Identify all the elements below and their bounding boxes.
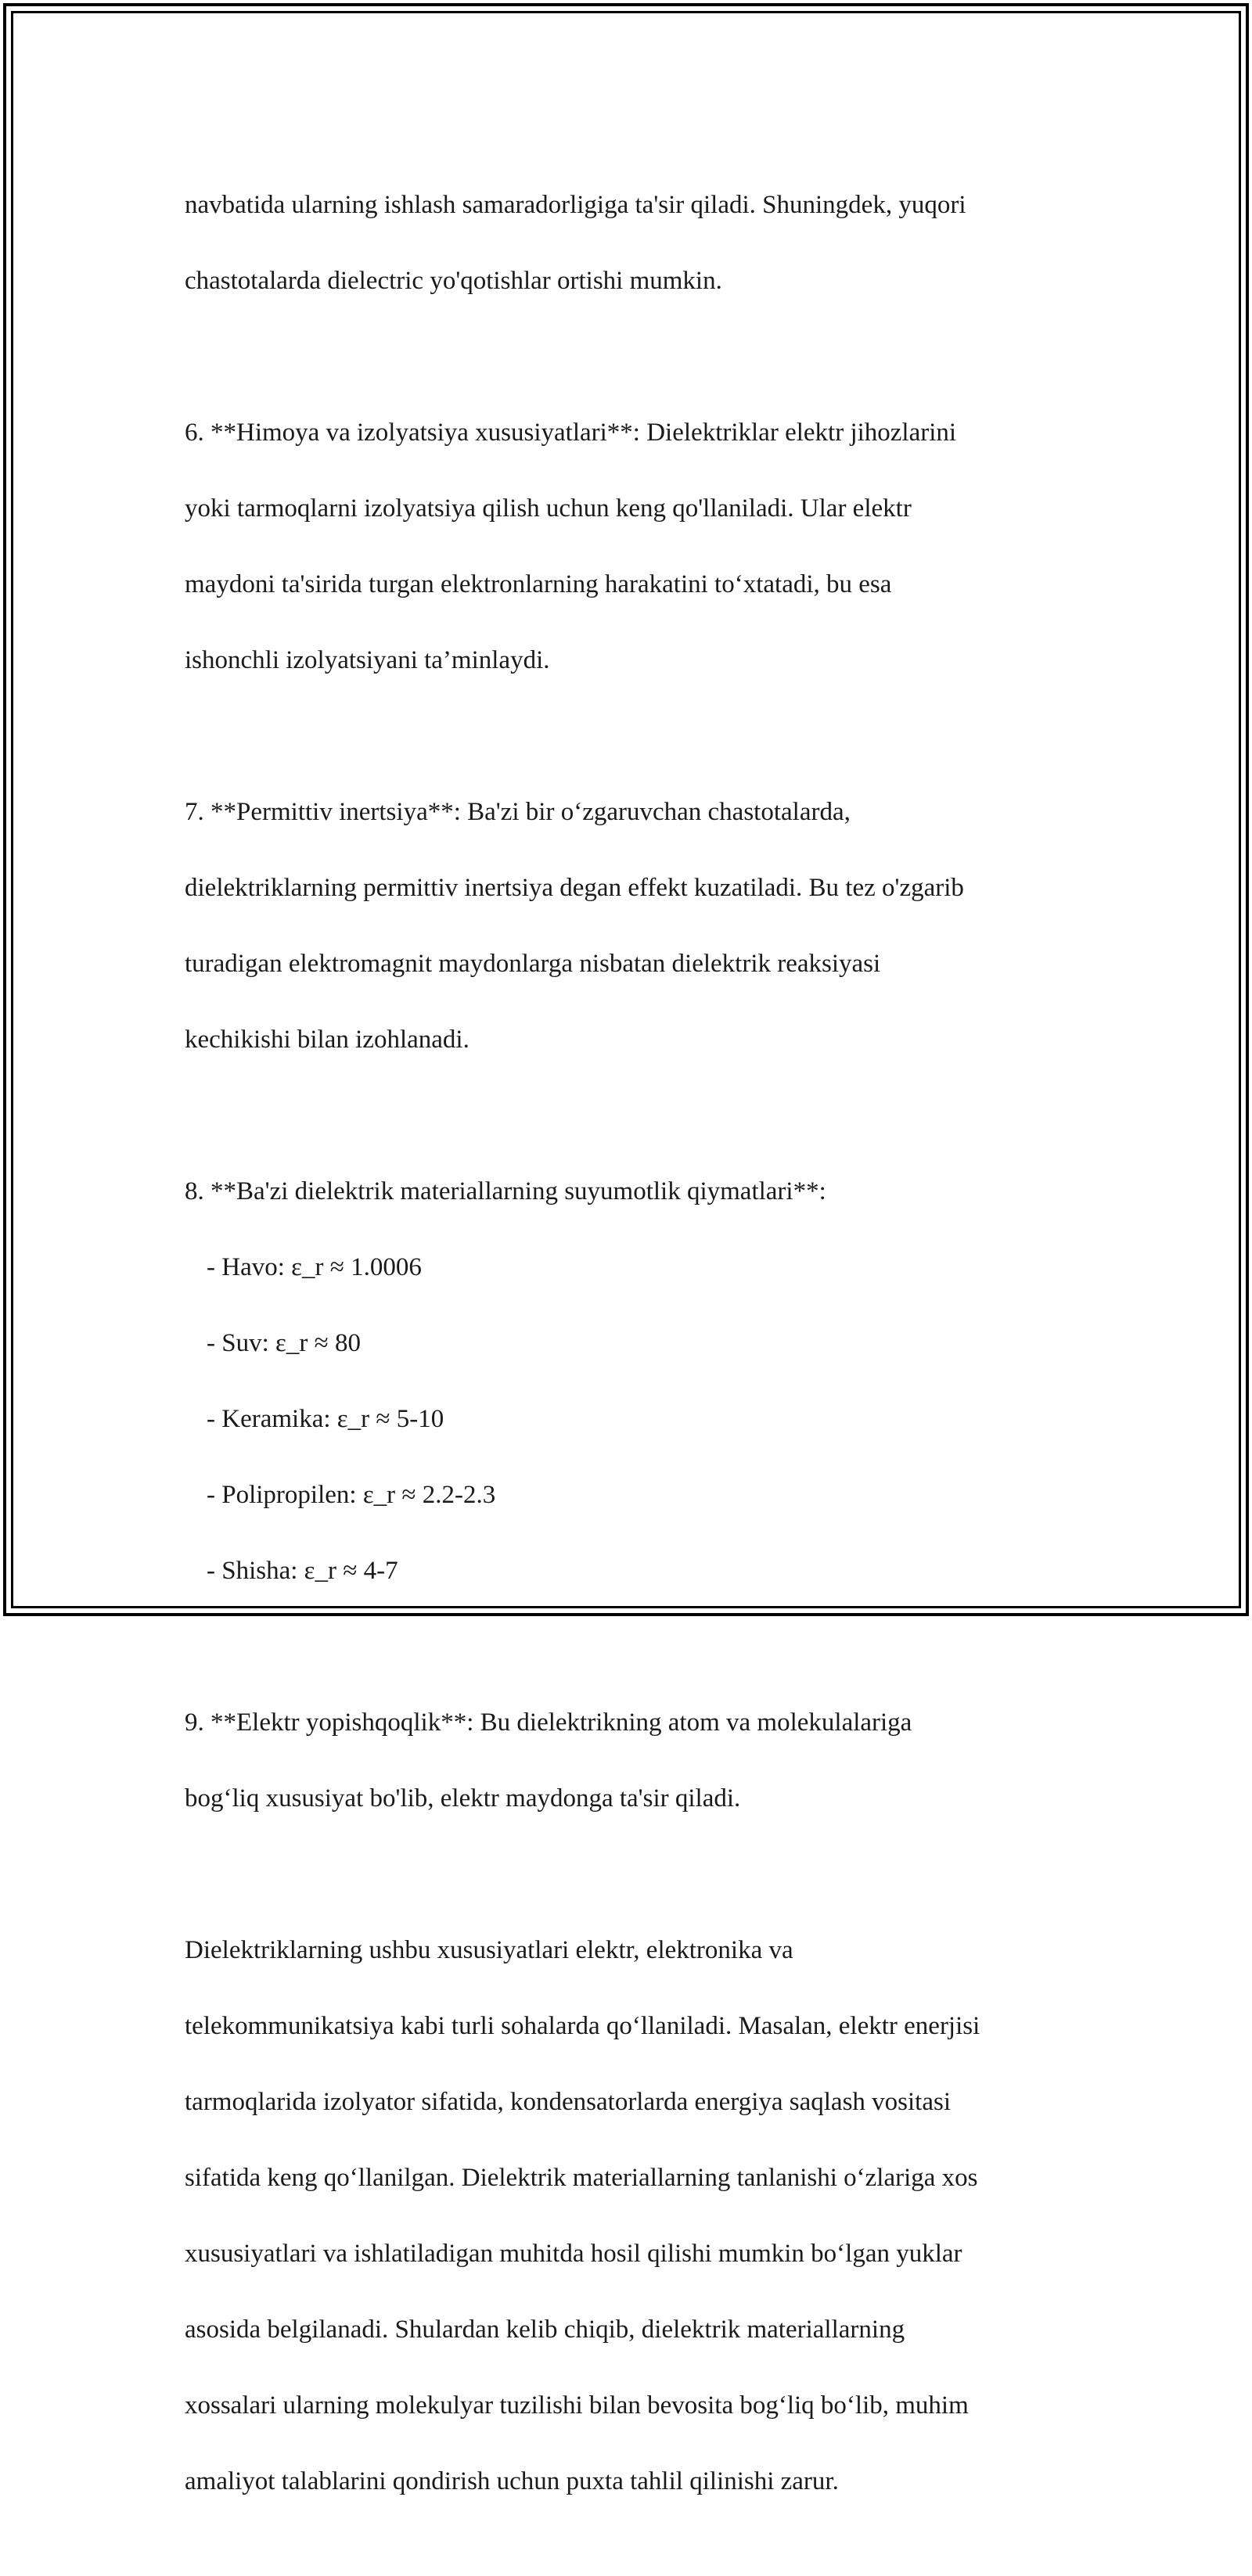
text-line: amaliyot talablarini qondirish uchun puxta tahlil qilinishi zarur. [185, 2466, 839, 2495]
text-line: sifatida keng qo‘llanilgan. Dielektrik materiallarning tanlanishi o‘zlariga xos [185, 2163, 978, 2192]
text-line: xossalari ularning molekulyar tuzilishi bilan bevosita bog‘liq bo‘lib, muhim [185, 2391, 969, 2420]
text-line: navbatida ularning ishlash samaradorligiga ta'sir qiladi. Shuningdek, yuqori [185, 190, 966, 219]
text-line: yoki tarmoqlarni izolyatsiya qilish uchun keng qo'llaniladi. Ular elektr [185, 494, 912, 523]
text-line: xususiyatlari va ishlatiladigan muhitda hosil qilishi mumkin bo‘lgan yuklar [185, 2239, 962, 2268]
list-item: - Shisha: ε_r ≈ 4-7 [207, 1556, 398, 1585]
text-line: bog‘liq xususiyat bo'lib, elektr maydonga ta'sir qiladi. [185, 1784, 741, 1813]
list-item: - Havo: ε_r ≈ 1.0006 [207, 1252, 422, 1281]
list-item: - Suv: ε_r ≈ 80 [207, 1328, 361, 1357]
text-line: ishonchli izolyatsiyani ta’minlaydi. [185, 645, 550, 674]
paragraph-conclusion [185, 1893, 1077, 2538]
paragraph-item-7 [185, 755, 1077, 1097]
document-body [185, 148, 1077, 2576]
text-line: 6. **Himoya va izolyatsiya xususiyatlari**: Dielektriklar elektr jihozlarini [185, 418, 957, 447]
text-line: asosida belgilanadi. Shulardan kelib chiqib, dielektrik materiallarning [185, 2315, 905, 2344]
paragraph-item-9 [185, 1665, 1077, 1856]
list-item: - Keramika: ε_r ≈ 5-10 [207, 1404, 444, 1433]
text-line: chastotalarda dielectric yo'qotishlar ortishi mumkin. [185, 266, 722, 295]
list-heading: 8. **Ba'zi dielektrik materiallarning suyumotlik qiymatlari**: [185, 1177, 826, 1205]
text-line: 9. **Elektr yopishqoqlik**: Bu dielektrikning atom va molekulalariga [185, 1708, 912, 1737]
paragraph-item-8 [185, 1134, 1077, 1628]
text-line: maydoni ta'sirida turgan elektronlarning harakatini to‘xtatadi, bu esa [185, 569, 892, 598]
paragraph-continuation [185, 148, 1077, 338]
text-line: kechikishi bilan izohlanadi. [185, 1025, 470, 1054]
text-line: dielektriklarning permittiv inertsiya degan effekt kuzatiladi. Bu tez o'zgarib [185, 873, 964, 902]
text-line: turadigan elektromagnit maydonlarga nisbatan dielektrik reaksiyasi [185, 949, 881, 978]
text-line: 7. **Permittiv inertsiya**: Ba'zi bir o‘zgaruvchan chastotalarda, [185, 797, 851, 826]
list-item: - Polipropilen: ε_r ≈ 2.2-2.3 [207, 1480, 496, 1509]
text-line: Dielektriklarning ushbu xususiyatlari elektr, elektronika va [185, 1935, 793, 1964]
text-line: telekommunikatsiya kabi turli sohalarda qo‘llaniladi. Masalan, elektr enerjisi [185, 2011, 980, 2040]
paragraph-item-6 [185, 375, 1077, 717]
text-line: tarmoqlarida izolyator sifatida, kondensatorlarda energiya saqlash vositasi [185, 2087, 951, 2116]
